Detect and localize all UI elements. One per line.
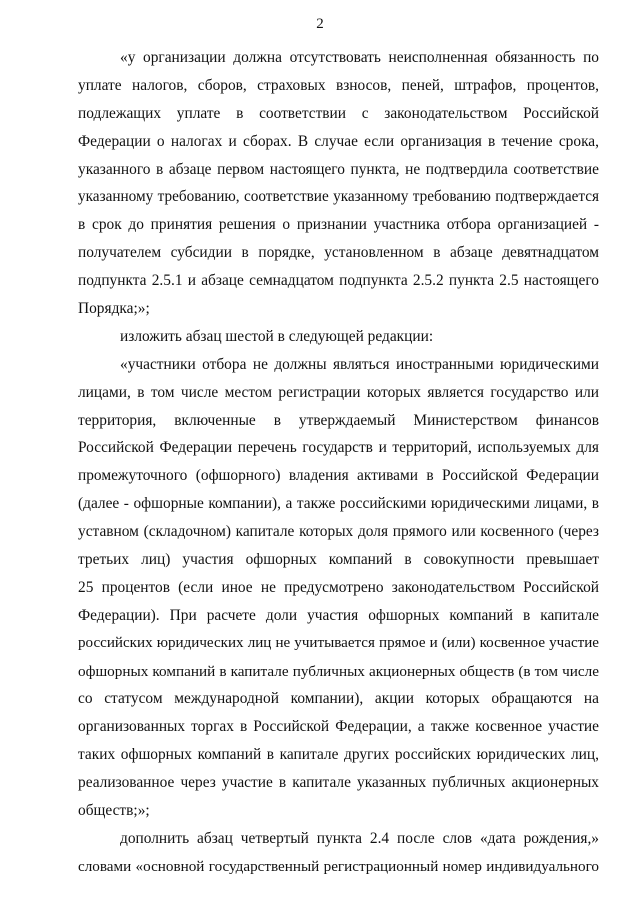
text-line: в срок до принятия решения о признании участника отбора организацией - bbox=[78, 216, 599, 234]
paragraph-amend-sixth-clause bbox=[78, 323, 599, 351]
text-line: подпункта 2.5.1 и абзаце семнадцатом подпункта 2.5.2 пункта 2.5 настоящего bbox=[78, 272, 599, 290]
text-line: указанного в абзаце первом настоящего пункта, не подтвердила соответствие bbox=[78, 160, 599, 178]
paragraph-amend-clause-2-4 bbox=[78, 825, 599, 881]
text-line: лицами, в том числе местом регистрации которых является государство или bbox=[78, 383, 599, 401]
text-line: словами «основной государственный регистрационный номер индивидуального bbox=[78, 857, 599, 875]
text-line: организованных торгах в Российской Федерации, а также косвенное участие bbox=[78, 718, 599, 736]
text-line: 25 процентов (если иное не предусмотрено законодательством Российской bbox=[78, 578, 599, 596]
text-line: получателем субсидии в порядке, установленном в абзаце девятнадцатом bbox=[78, 244, 599, 262]
text-line: уставном (складочном) капитале которых доля прямого или косвенного (через bbox=[78, 523, 599, 541]
text-line: российских юридических лиц не учитывается прямое и (или) косвенное участие bbox=[78, 634, 599, 651]
document-body bbox=[78, 44, 599, 881]
paragraph-offshore-tax-requirement bbox=[78, 44, 599, 323]
text-line: офшорных компаний в капитале публичных акционерных обществ (в том числе bbox=[78, 662, 599, 680]
text-line: обществ;»; bbox=[78, 802, 150, 820]
text-line: изложить абзац шестой в следующей редакции: bbox=[120, 327, 434, 345]
text-line: дополнить абзац четвертый пункта 2.4 после слов «дата рождения,» bbox=[120, 829, 599, 847]
text-line: Российской Федерации перечень государств и территорий, используемых для bbox=[78, 439, 599, 457]
text-line: Федерации). При расчете доли участия офшорных компаний в капитале bbox=[78, 606, 599, 624]
text-line: указанному требованию, соответствие указанному требованию подтверждается bbox=[78, 188, 599, 206]
text-line: «участники отбора не должны являться иностранными юридическими bbox=[120, 355, 599, 373]
paragraph-offshore-participants bbox=[78, 351, 599, 825]
text-line: «у организации должна отсутствовать неисполненная обязанность по bbox=[120, 49, 599, 66]
text-line: третьих лиц) участия офшорных компаний в совокупности превышает bbox=[78, 551, 599, 569]
text-line: подлежащих уплате в соответствии с законодательством Российской bbox=[78, 104, 599, 122]
text-line: промежуточного (офшорного) владения активами в Российской Федерации bbox=[78, 467, 599, 485]
text-line: уплате налогов, сборов, страховых взносов, пеней, штрафов, процентов, bbox=[78, 76, 599, 94]
text-line: территория, включенные в утверждаемый Министерством финансов bbox=[78, 411, 599, 429]
page-number: 2 bbox=[316, 16, 324, 32]
text-line: Федерации о налогах и сборах. В случае если организация в течение срока, bbox=[78, 132, 599, 150]
text-line: (далее - офшорные компании), а также российскими юридическими лицами, в bbox=[78, 495, 599, 513]
text-line: реализованное через участие в капитале указанных публичных акционерных bbox=[78, 774, 599, 792]
text-line: Порядка;»; bbox=[78, 300, 150, 318]
text-line: таких офшорных компаний в капитале других российских юридических лиц, bbox=[78, 746, 599, 764]
text-line: со статусом международной компании), акции которых обращаются на bbox=[78, 690, 599, 708]
